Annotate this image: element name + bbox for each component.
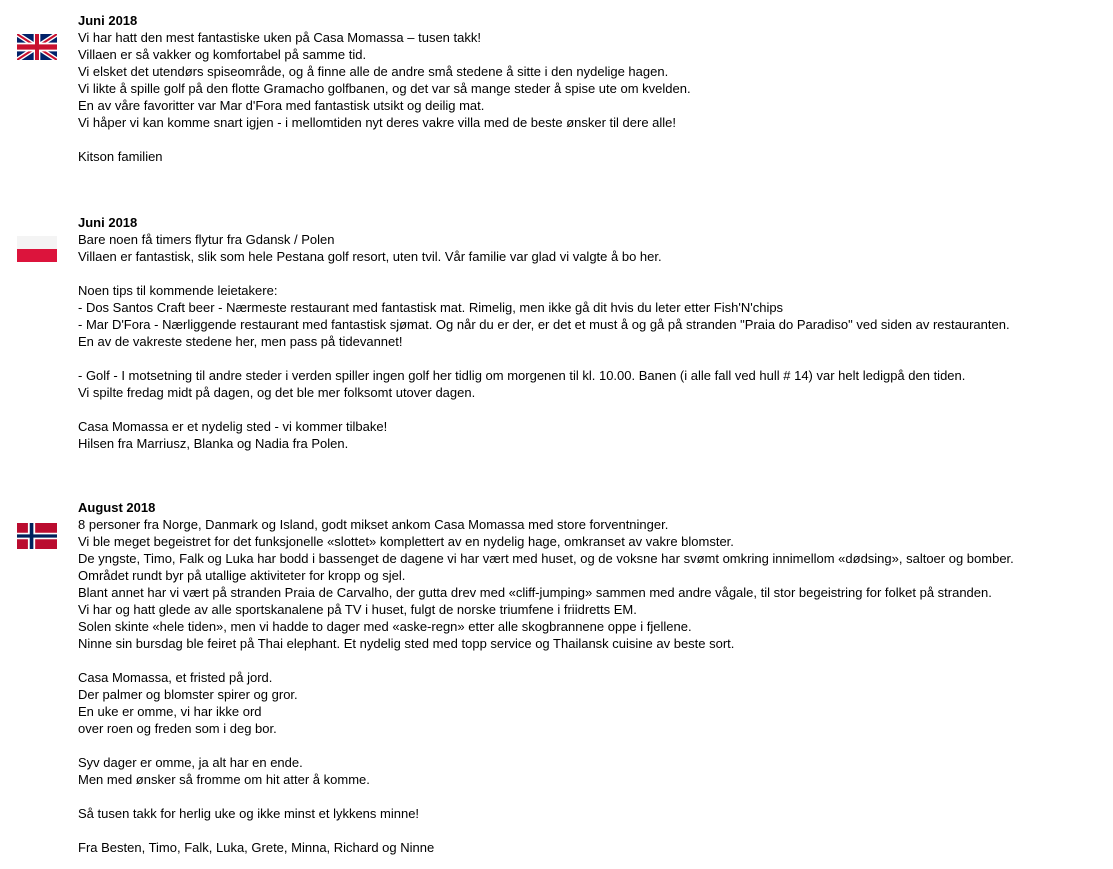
review-text-line: Vi ble meget begeistret for det funksjonelle «slottet» komplettert av en nydelig hage, omkranset av vakre blomster. <box>78 534 734 549</box>
paragraph-gap <box>78 788 1108 805</box>
review-text-line: Vi elsket det utendørs spiseområde, og å finne alle de andre små stedene å sitte i den nydelige hagen. <box>78 64 669 79</box>
review-date: Juni 2018 <box>78 215 138 230</box>
review-text-line: Området rundt byr på utallige aktiviteter for kropp og sjel. <box>78 568 406 583</box>
review-text-line: Vi likte å spille golf på den flotte Gramacho golfbanen, og det var så mange steder å spise ute om kvelden. <box>78 81 691 96</box>
united-kingdom-flag-icon <box>17 34 57 60</box>
review-signature: Hilsen fra Marriusz, Blanka og Nadia fra Polen. <box>78 436 349 451</box>
review-text-line: - Golf - I motsetning til andre steder i verden spiller ingen golf her tidlig om morgenen til kl. 10.00. Banen (i alle fall ved hull # 14) var helt ledigpå den tiden. <box>78 368 966 383</box>
review-text-line: Solen skinte «hele tiden», men vi hadde to dager med «aske-regn» etter alle skogbrannene oppe i fjellene. <box>78 619 692 634</box>
poem-line: En uke er omme, vi har ikke ord <box>78 704 262 719</box>
review-text-line: 8 personer fra Norge, Danmark og Island, godt mikset ankom Casa Momassa med store forventninger. <box>78 517 669 532</box>
review-text-line: Så tusen takk for herlig uke og ikke minst et lykkens minne! <box>78 806 420 821</box>
review-text-line: Vi har hatt den mest fantastiske uken på Casa Momassa – tusen takk! <box>78 30 481 45</box>
review-text-line: - Dos Santos Craft beer - Nærmeste restaurant med fantastisk mat. Rimelig, men ikke gå dit hvis du leter etter Fish'N'chips <box>78 300 784 315</box>
paragraph-gap <box>78 822 1108 839</box>
paragraph-gap <box>78 652 1108 669</box>
review-date: August 2018 <box>78 500 156 515</box>
review-signature: Kitson familien <box>78 149 163 164</box>
review-text-line: Vi håper vi kan komme snart igjen - i mellomtiden nyt deres vakre villa med de beste ønsker til dere alle! <box>78 115 677 130</box>
review-text-line: Blant annet har vi vært på stranden Praia de Carvalho, der gutta drev med «cliff-jumping» sammen med andre vågale, til stor begeistring for folket på stranden. <box>78 585 992 600</box>
poem-line: over roen og freden som i deg bor. <box>78 721 277 736</box>
paragraph-gap <box>78 350 1108 367</box>
review-text-line: Vi har og hatt glede av alle sportskanalene på TV i huset, fulgt de norske triumfene i friidretts EM. <box>78 602 637 617</box>
review-text-line: - Mar D'Fora - Nærliggende restaurant med fantastisk sjømat. Og når du er der, er det et must å og gå på stranden "Praia do Paradiso" ved siden av restauranten. <box>78 317 1010 332</box>
review-text-line: Casa Momassa er et nydelig sted - vi kommer tilbake! <box>78 419 388 434</box>
review-text-line: De yngste, Timo, Falk og Luka har bodd i bassenget de dagene vi har vært med huset, og de voksne har svømt omkring innimellom «dødsing», saltoer og bomber. <box>78 551 1014 566</box>
review-text-line: Ninne sin bursdag ble feiret på Thai elephant. Et nydelig sted med topp service og Thailansk cuisine av beste sort. <box>78 636 735 651</box>
paragraph-gap <box>78 131 1108 148</box>
poem-line: Syv dager er omme, ja alt har en ende. <box>78 755 303 770</box>
paragraph-gap <box>78 737 1108 754</box>
paragraph-gap <box>78 401 1108 418</box>
review-date: Juni 2018 <box>78 13 138 28</box>
review-text-line: Vi spilte fredag midt på dagen, og det ble mer folksomt utover dagen. <box>78 385 476 400</box>
poem-line: Der palmer og blomster spirer og gror. <box>78 687 298 702</box>
review-signature: Fra Besten, Timo, Falk, Luka, Grete, Minna, Richard og Ninne <box>78 840 435 855</box>
review-text-line: Noen tips til kommende leietakere: <box>78 283 278 298</box>
norway-flag-icon <box>17 523 57 549</box>
review-text-line: En av våre favoritter var Mar d'Fora med fantastisk utsikt og deilig mat. <box>78 98 485 113</box>
poem-line: Casa Momassa, et fristed på jord. <box>78 670 273 685</box>
review-text-line: En av de vakreste stedene her, men pass på tidevannet! <box>78 334 403 349</box>
poem-line: Men med ønsker så fromme om hit atter å komme. <box>78 772 370 787</box>
review-text-line: Villaen er fantastisk, slik som hele Pestana golf resort, uten tvil. Vår familie var glad vi valgte å bo her. <box>78 249 662 264</box>
review-text-line: Villaen er så vakker og komfortabel på samme tid. <box>78 47 367 62</box>
paragraph-gap <box>78 265 1108 282</box>
poland-flag-icon <box>17 236 57 262</box>
review-text-line: Bare noen få timers flytur fra Gdansk / Polen <box>78 232 335 247</box>
